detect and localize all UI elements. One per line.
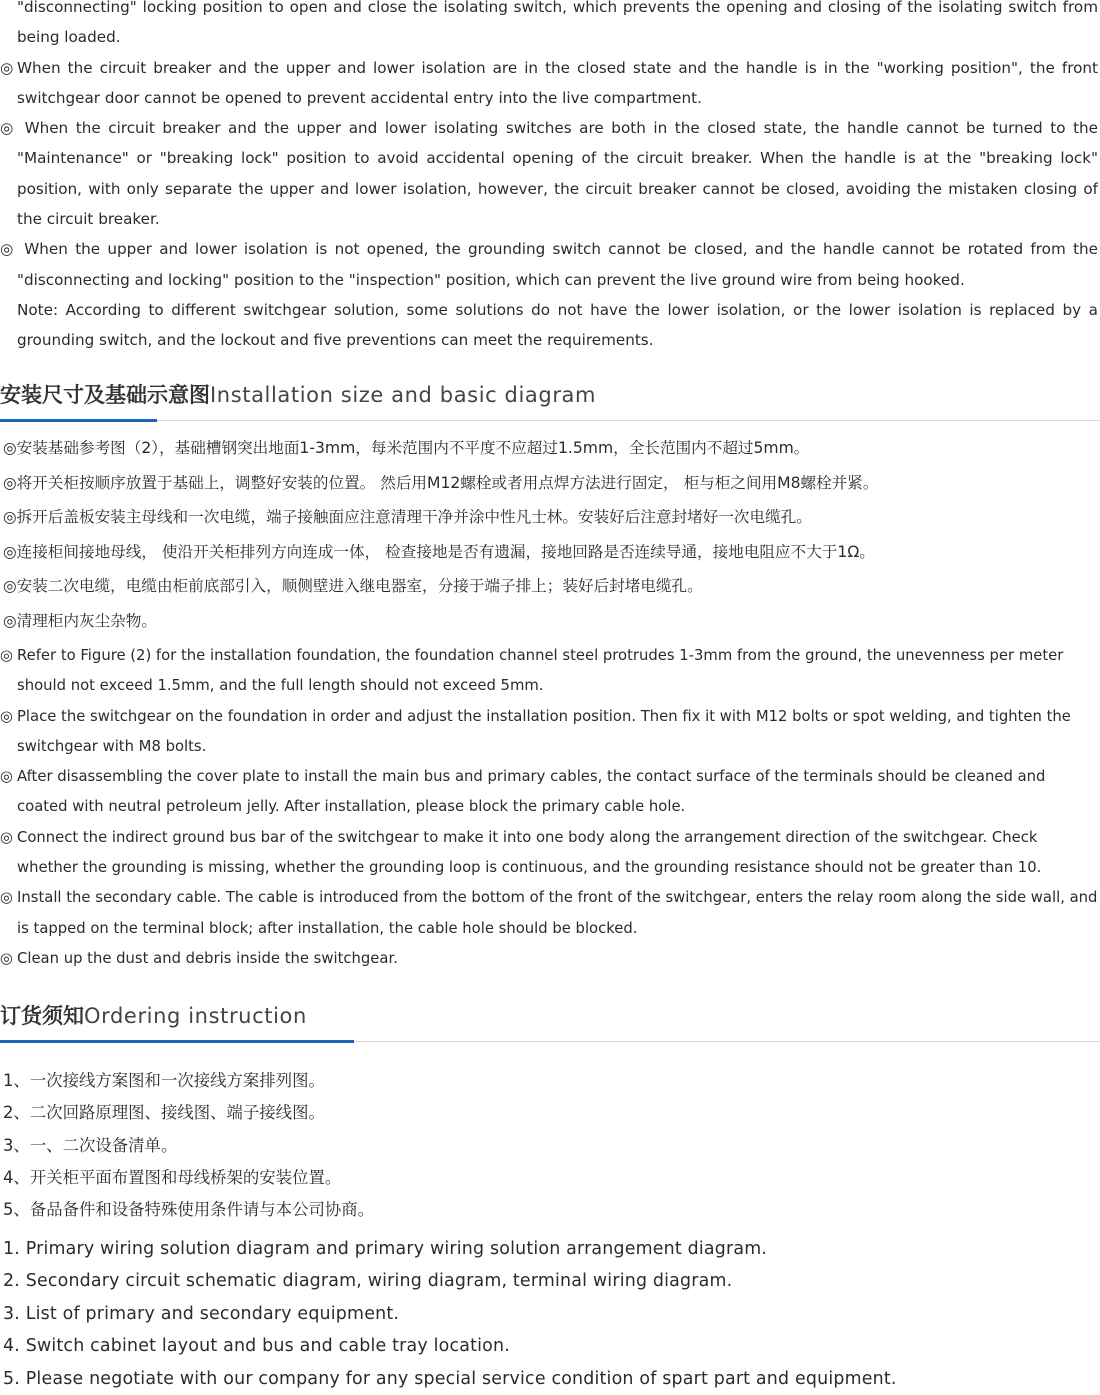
installation-heading (0, 380, 1100, 421)
interlock-paragraph: ◎ When the circuit breaker and the upper and lower isolation are in the closed state and the handle is in the "working position", the front switchgear door cannot be opened to prevent accidental entry into the live compartment. (0, 53, 1098, 114)
list-item: 2、二次回路原理图、接线图、端子接线图。 (3, 1103, 325, 1123)
section-title (0, 1001, 307, 1031)
list-item: ◎安装基础参考图（2），基础槽钢突出地面1-3mm，每米范围内不平度不应超过1.5mm，全长范围内不超过5mm。 (3, 439, 810, 457)
list-item: ◎ Place the switchgear on the foundation in order and adjust the installation position. Then fix it with M12 bolts or spot welding, and tighten the switchgear with M8 bolts. (0, 702, 1098, 763)
bullet-mark: ◎ (0, 707, 13, 725)
list-item: 5. Please negotiate with our company for any special service condition of spart part and equipment. (3, 1368, 897, 1389)
list-item: 3、一、二次设备清单。 (3, 1135, 178, 1155)
interlock-paragraph: ◎ When the upper and lower isolation is not opened, the grounding switch cannot be closed, and the handle cannot be rotated from the "disconnecting and locking" position to the "inspection" position, which can prevent the live ground wire from being hooked. (0, 234, 1098, 295)
section-title-cn: 安装尺寸及基础示意图 (0, 383, 210, 407)
bullet-mark: ◎ (0, 58, 14, 77)
bullet-mark: ◎ (0, 647, 13, 664)
bullet-mark: ◎ (0, 240, 14, 259)
list-item: ◎ Install the secondary cable. The cable is introduced from the bottom of the front of the switchgear, enters the relay room along the side wall, and is tapped on the terminal block; after installation, the cable hole should be blocked. (0, 883, 1098, 944)
section-title-cn: 订货须知 (0, 1004, 84, 1028)
list-item: 1. Primary wiring solution diagram and primary wiring solution arrangement diagram. (3, 1239, 768, 1259)
interlock-section (0, 0, 1098, 356)
heading-accent-bar (0, 1040, 354, 1043)
bullet-mark: ◎ (0, 119, 14, 138)
ordering-cn-list (3, 1065, 1003, 1226)
list-item: 1、一次接线方案图和一次接线方案排列图。 (3, 1071, 325, 1090)
list-item: ◎ Clean up the dust and debris inside the switchgear. (0, 944, 1098, 974)
installation-cn-list (3, 431, 1098, 639)
list-item: 4、开关柜平面布置图和母线桥架的安装位置。 (3, 1167, 342, 1187)
list-item: 4. Switch cabinet layout and bus and cable tray location. (3, 1336, 510, 1357)
list-item: 2. Secondary circuit schematic diagram, wiring diagram, terminal wiring diagram. (3, 1271, 733, 1292)
ordering-heading (0, 1001, 1100, 1042)
interlock-paragraph: "disconnecting" locking position to open and close the isolating switch, which prevents the opening and closing of the isolating switch from being loaded. (17, 0, 1098, 47)
section-title-en: Ordering instruction (84, 1004, 307, 1028)
list-item: ◎ Connect the indirect ground bus bar of the switchgear to make it into one body along the arrangement direction of the switchgear. Check whether the grounding is missing, whether the grounding loop is continuous, and the grounding resistance should not be greater than 10. (0, 823, 1098, 884)
bullet-mark: ◎ (0, 949, 13, 967)
list-item: ◎安装二次电缆，电缆由柜前底部引入，顺侧壁进入继电器室，分接于端子排上；装好后封堵电缆孔。 (3, 577, 703, 596)
list-item: ◎ After disassembling the cover plate to install the main bus and primary cables, the contact surface of the terminals should be cleaned and coated with neutral petroleum jelly. After installation, please block the primary cable hole. (0, 762, 1098, 823)
heading-accent-bar (0, 419, 157, 422)
list-item: 5、备品备件和设备特殊使用条件请与本公司协商。 (3, 1200, 375, 1220)
section-title (0, 380, 596, 410)
bullet-mark: ◎ (0, 768, 13, 786)
bullet-mark: ◎ (0, 889, 13, 907)
interlock-note: Note: According to different switchgear solution, some solutions do not have the lower isolation, or the lower isolation is replaced by a grounding switch, and the lockout and five preventions can meet the requirements. (17, 300, 1098, 350)
list-item: ◎将开关柜按顺序放置于基础上，调整好安装的位置。 然后用M12螺栓或者用点焊方法进行固定， 柜与柜之间用M8螺栓并紧。 (3, 473, 879, 492)
ordering-en-list (3, 1233, 1003, 1395)
list-item: ◎清理柜内灰尘杂物。 (3, 611, 157, 630)
list-item: ◎连接柜间接地母线， 使沿开关柜排列方向连成一体， 检查接地是否有遗漏，接地回路是否连续导通，接地电阻应不大于1Ω。 (3, 542, 875, 561)
section-title-en: Installation size and basic diagram (210, 383, 597, 407)
installation-en-list (0, 641, 1098, 974)
list-item: ◎拆开后盖板安装主母线和一次电缆，端子接触面应注意清理干净并涂中性凡士林。安装好后注意封堵好一次电缆孔。 (3, 508, 812, 527)
interlock-paragraph: ◎ When the circuit breaker and the upper and lower isolating switches are both in the closed state, the handle cannot be turned to the "Maintenance" or "breaking lock" position to avoid accidental opening of the circuit breaker. When the handle is at the "breaking lock" position, with only separate the upper and lower isolation, however, the circuit breaker cannot be closed, avoiding the mistaken closing of the circuit breaker. (0, 113, 1098, 234)
list-item: 3. List of primary and secondary equipment. (3, 1303, 400, 1324)
list-item: ◎ Refer to Figure (2) for the installation foundation, the foundation channel steel protrudes 1-3mm from the ground, the unevenness per meter should not exceed 1.5mm, and the full length should not exceed 5mm. (0, 641, 1098, 702)
bullet-mark: ◎ (0, 828, 13, 846)
